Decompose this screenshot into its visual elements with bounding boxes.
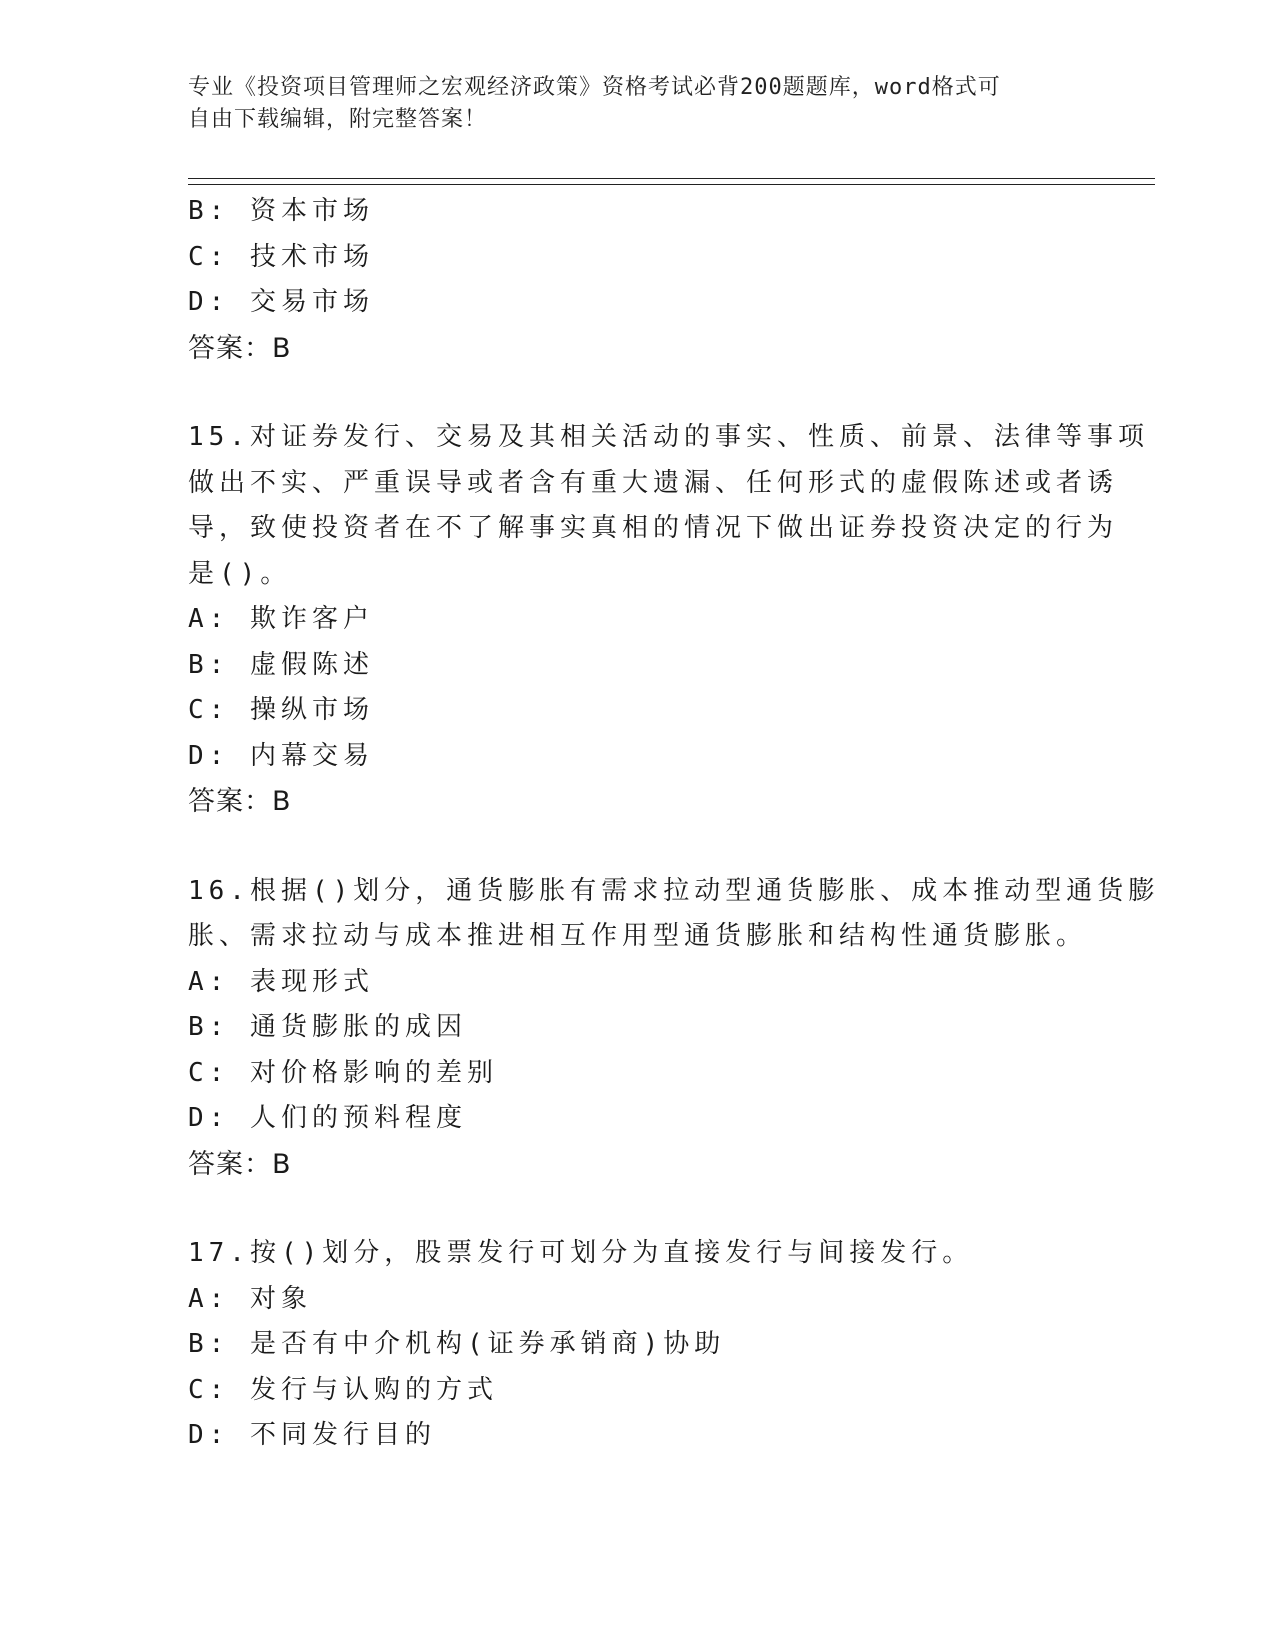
question-text-line: 做出不实、严重误导或者含有重大遗漏、任何形式的虚假陈述或者诱: [188, 467, 1119, 498]
question-text-line: 17.按()划分，股票发行可划分为直接发行与间接发行。: [188, 1238, 974, 1268]
answer-line: 答案：B: [188, 332, 292, 364]
option-d: D: 不同发行目的: [188, 1420, 436, 1450]
question-text-line: 导，致使投资者在不了解事实真相的情况下做出证券投资决定的行为: [188, 513, 1119, 543]
option-a: A: 对象: [188, 1283, 312, 1314]
header-line-1: 专业《投资项目管理师之宏观经济政策》资格考试必背200题题库，word格式可: [188, 75, 1001, 100]
prev-question-block: [188, 189, 1088, 371]
header-line-2: 自由下载编辑，附完整答案！: [188, 107, 488, 132]
question-text-line: 胀、需求拉动与成本推进相互作用型通货膨胀和结构性通货膨胀。: [188, 921, 1088, 951]
option-d: D: 人们的预料程度: [188, 1103, 467, 1133]
document-header: [188, 72, 1068, 136]
question-16: [188, 869, 1160, 1188]
option-c: C: 对价格影响的差别: [188, 1057, 498, 1088]
answer-line: 答案：B: [188, 786, 292, 817]
header-divider: [188, 178, 1155, 185]
option-c: C: 操纵市场: [188, 695, 374, 725]
question-15: [188, 415, 1149, 825]
option-b: B: 是否有中介机构(证券承销商)协助: [188, 1329, 726, 1359]
option-d: D: 交易市场: [188, 287, 374, 317]
question-text-line: 是()。: [188, 558, 292, 589]
option-b: B: 通货膨胀的成因: [188, 1012, 467, 1042]
option-a: A: 欺诈客户: [188, 604, 374, 634]
question-text-line: 16.根据()划分，通货膨胀有需求拉动型通货膨胀、成本推动型通货膨: [188, 875, 1160, 906]
question-text-line: 15.对证券发行、交易及其相关活动的事实、性质、前景、法律等事项: [188, 422, 1149, 452]
answer-line: 答案：B: [188, 1148, 292, 1180]
option-b: B: 虚假陈述: [188, 649, 374, 680]
option-d: D: 内幕交易: [188, 740, 374, 771]
option-c: C: 技术市场: [188, 241, 374, 272]
option-b: B: 资本市场: [188, 196, 374, 226]
question-17: [188, 1231, 1088, 1459]
option-a: A: 表现形式: [188, 966, 374, 997]
option-c: C: 发行与认购的方式: [188, 1374, 498, 1405]
question-content: [188, 189, 1160, 1459]
